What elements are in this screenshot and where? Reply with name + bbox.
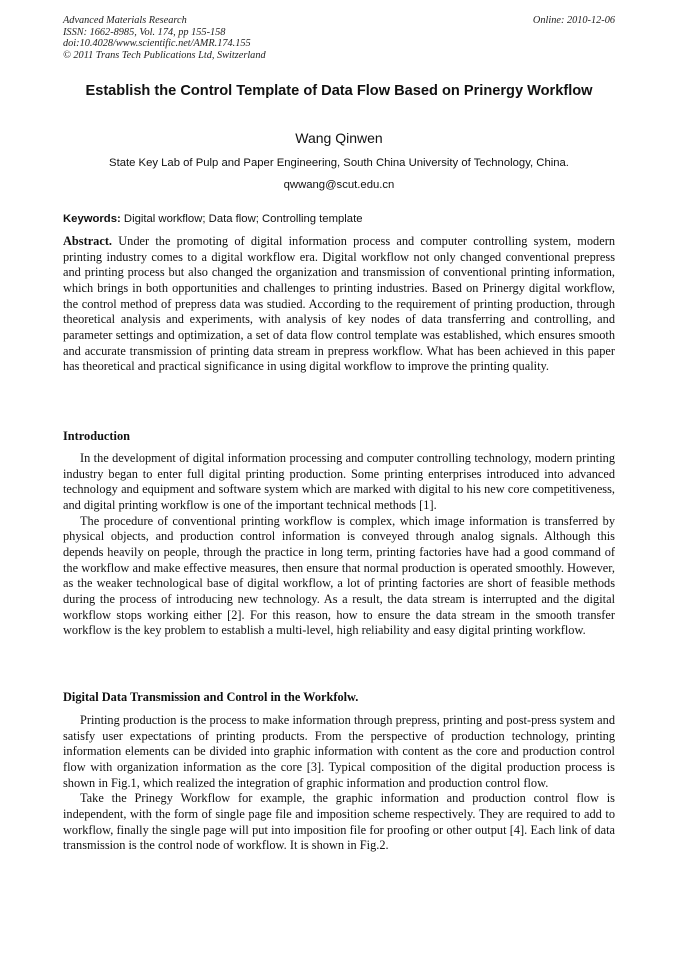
keywords-line xyxy=(63,212,615,226)
paragraph: In the development of digital information processing and computer controlling technology, modern printing industry began to enter full digital printing production. Some printing enterprises introduced into advanced technology and equipment and software system which are marked with digital to his new core competitiveness, and digital printing workflow is one of the important technical methods [1]. xyxy=(63,451,615,512)
paragraph: Printing production is the process to make information through prepress, printing and post-press system and satisfy user expectations of printing products. From the perspective of production technology, printing information elements can be divided into graphic information with content as the core and production control flow with organization information as the core [3]. Typical composition of the digital production process is shown in Fig.1, which realized the integration of graphic information and production control flow. xyxy=(63,713,615,790)
author-email: qwwang@scut.edu.cn xyxy=(283,179,395,191)
online-date: Online: 2010-12-06 xyxy=(532,15,615,26)
section-heading-digital-data: Digital Data Transmission and Control in the Workfolw. xyxy=(63,690,359,704)
doi-line: doi:10.4028/www.scientific.net/AMR.174.155 xyxy=(63,38,251,49)
paragraph: Take the Prinegy Workflow for example, the graphic information and production control flow is independent, with the form of single page file and imposition scheme respectively. They are required to add to workflow, finally the single page will put into imposition file for proofing or other output [4]. Each link of data transmission is the control node of workflow. It is shown in Fig.2. xyxy=(63,791,615,853)
author-affiliation: State Key Lab of Pulp and Paper Engineering, South China University of Technology, China. xyxy=(109,157,569,169)
author-name: Wang Qinwen xyxy=(295,130,383,146)
section-introduction xyxy=(63,451,615,639)
section-digital-data xyxy=(63,713,615,854)
abstract-text: Under the promoting of digital information process and computer controlling system, modern printing industry comes to a digital workflow era. Digital workflow not only changed conventional prepress and printing process but also changed the organization and transmission of conventional printing information, which brings in both opportunities and challenges to printing industries. Based on Prinergy digital workflow, the control method of prepress data was studied. According to the requirement of printing production, through theoretical analysis and experiments, with analysis of key nodes of data transferring and controlling, and parameter settings and optimization, a set of data flow control template was established, which ensures smooth and accurate transmission of printing data stream in prepress workflow. What has been achieved in this paper has theoretical and practical significance in using digital workflow to improve the printing quality. xyxy=(63,234,615,374)
keywords-text: Digital workflow; Data flow; Controlling template xyxy=(123,213,363,225)
abstract xyxy=(63,234,615,375)
issn-line: ISSN: 1662-8985, Vol. 174, pp 155-158 xyxy=(63,26,226,38)
journal-header xyxy=(63,15,266,61)
keywords-label: Keywords: xyxy=(63,213,121,225)
paragraph: The procedure of conventional printing workflow is complex, which image information is transferred by physical objects, and production control information is conveyed through analog signals. Although this depends heavily on people, through the practice in long term, printing factories have had a good command of the workflow and make effective measures, then ensure that normal production is operated smoothly. However, as the weaker technological base of digital workflow, a lot of printing factories are short of feasible methods during the process of introducing new technology. As a result, the data stream is interrupted and the digital workflow stops working either [2]. For this reason, how to ensure the data stream in the smooth transfer workflow is the key problem to establish a multi-level, high reliability and easy digital printing workflow. xyxy=(63,513,615,638)
paper-title: Establish the Control Template of Data Flow Based on Prinergy Workflow xyxy=(85,83,593,99)
journal-name: Advanced Materials Research xyxy=(63,15,187,26)
section-heading-introduction: Introduction xyxy=(63,429,130,443)
copyright-line: © 2011 Trans Tech Publications Ltd, Switzerland xyxy=(63,49,266,61)
abstract-label: Abstract. xyxy=(63,234,113,248)
